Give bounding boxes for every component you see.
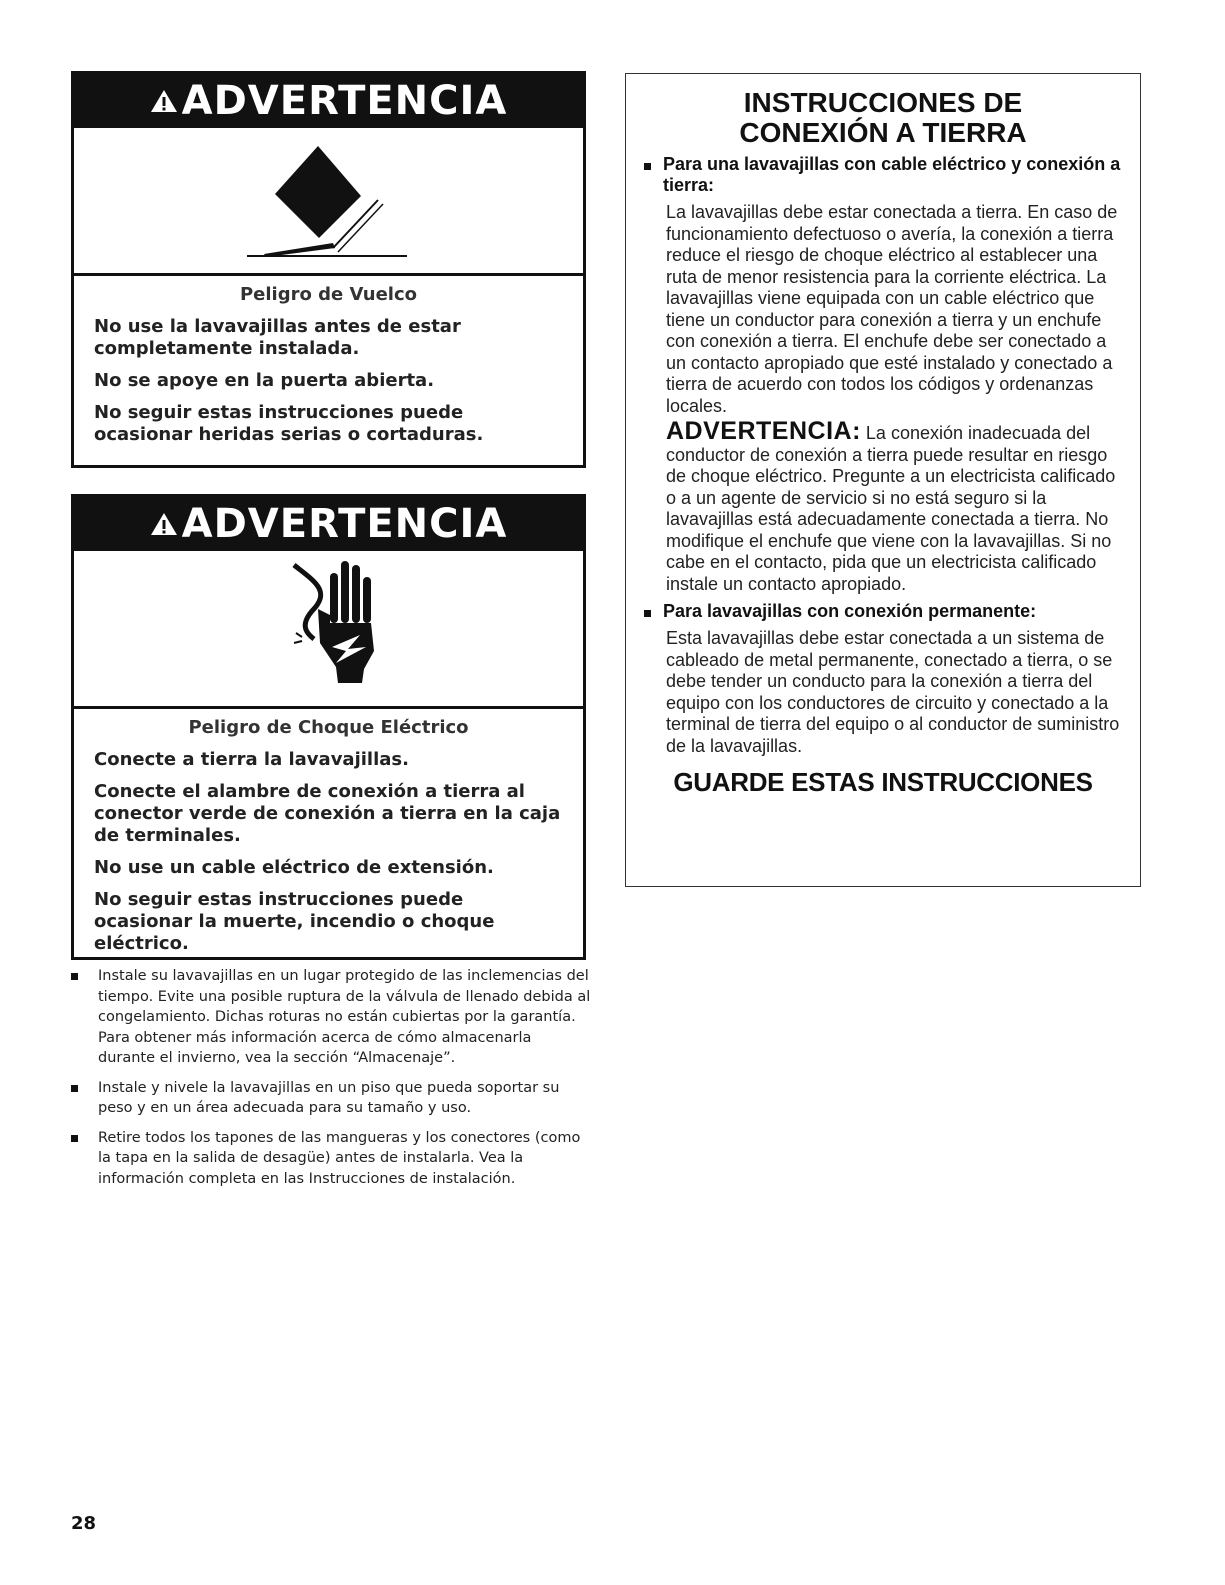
warning-header-text: ADVERTENCIA xyxy=(181,501,508,547)
bullet-square-icon xyxy=(644,163,651,170)
electric-shock-icon xyxy=(74,551,583,709)
warning-line: Conecte a tierra la lavavajillas. xyxy=(94,749,409,770)
warning-line: No use un cable eléctrico de extensión. xyxy=(94,857,494,878)
grounding-warning: ADVERTENCIA: La conexión inadecuada del conductor de conexión a tierra puede resultar en riesgo de choque eléctrico. Pregunte a un electricista calificado o a un agente de servicio si no está seguro si la lavavajillas está adecuadamente conectada a tierra. No modifique el enchufe que viene con la lavavajillas. Si no cabe en el contacto, pida que un electricista calificado instale un contacto apropiado. xyxy=(666,417,1116,594)
warning-triangle-icon xyxy=(150,78,178,124)
section-cord-connected: Para una lavavajillas con cable eléctrico y conexión a tierra: xyxy=(640,154,1126,196)
warning-line: No se apoye en la puerta abierta. xyxy=(94,370,435,391)
list-item: Retire todos los tapones de las mangueras y los conectores (como la tapa en la salida de desagüe) antes de instalarla. Vea la información completa en las Instrucciones de instalación. xyxy=(71,1128,591,1190)
bullet-square-icon xyxy=(71,1085,78,1092)
tipover-icon xyxy=(74,128,583,276)
warning-box-tipover xyxy=(71,71,586,468)
hazard-title: Peligro de Vuelco xyxy=(239,284,417,305)
grounding-instructions-box xyxy=(625,73,1141,887)
warning-box-shock xyxy=(71,494,586,960)
list-item: Instale y nivele la lavavajillas en un piso que pueda soportar su peso y en un área adecuada para su tamaño y uso. xyxy=(71,1078,591,1119)
page-number: 28 xyxy=(71,1513,97,1534)
warning-line: No seguir estas instrucciones puede ocasionar la muerte, incendio o choque eléctrico. xyxy=(94,889,495,954)
warning-header xyxy=(74,74,583,128)
save-instructions-footer: GUARDE ESTAS INSTRUCCIONES xyxy=(673,767,1093,797)
bullet-square-icon xyxy=(71,973,78,980)
hazard-title: Peligro de Choque Eléctrico xyxy=(188,717,469,738)
section-permanent: Para lavavajillas con conexión permanente: xyxy=(640,601,1126,622)
bullet-square-icon xyxy=(71,1135,78,1142)
warning-line: No use la lavavajillas antes de estar completamente instalada. xyxy=(94,316,461,359)
warning-triangle-icon xyxy=(150,501,178,547)
list-item: Instale su lavavajillas en un lugar protegido de las inclemencias del tiempo. Evite una posible ruptura de la válvula de llenado debida al congelamiento. Dichas roturas no están cubiertas por la garantía. Para obtener más información acerca de cómo almacenarla durante el invierno, vea la sección “Almacenaje”. xyxy=(71,966,591,1069)
bullet-square-icon xyxy=(644,610,651,617)
warning-line: No seguir estas instrucciones puede ocasionar heridas serias o cortaduras. xyxy=(94,402,484,445)
warning-header xyxy=(74,497,583,551)
section-permanent-text: Esta lavavajillas debe estar conectada a un sistema de cableado de metal permanente, conectado a tierra, o se debe tender un conducto para la conexión a tierra del equipo con los conductores de circuito y conectado a la terminal de tierra del equipo o al conductor de suministro de la lavavajillas. xyxy=(666,628,1120,756)
warning-header-text: ADVERTENCIA xyxy=(181,78,508,124)
grounding-title: INSTRUCCIONES DE CONEXIÓN A TIERRA xyxy=(739,87,1027,148)
install-bullets xyxy=(71,966,591,1198)
warning-line: Conecte el alambre de conexión a tierra al conector verde de conexión a tierra en la caja de terminales. xyxy=(94,781,561,846)
section-cord-text: La lavavajillas debe estar conectada a tierra. En caso de funcionamiento defectuoso o avería, la conexión a tierra reduce el riesgo de choque eléctrico al establecer una ruta de menor resistencia para la corriente eléctrica. La lavavajillas viene equipada con un cable eléctrico que tiene un conductor para conexión a tierra y un enchufe con conexión a tierra. El enchufe debe ser conectado a un contacto apropiado que esté instalado y conectado a tierra de acuerdo con todos los códigos y ordenanzas locales. xyxy=(666,202,1118,416)
